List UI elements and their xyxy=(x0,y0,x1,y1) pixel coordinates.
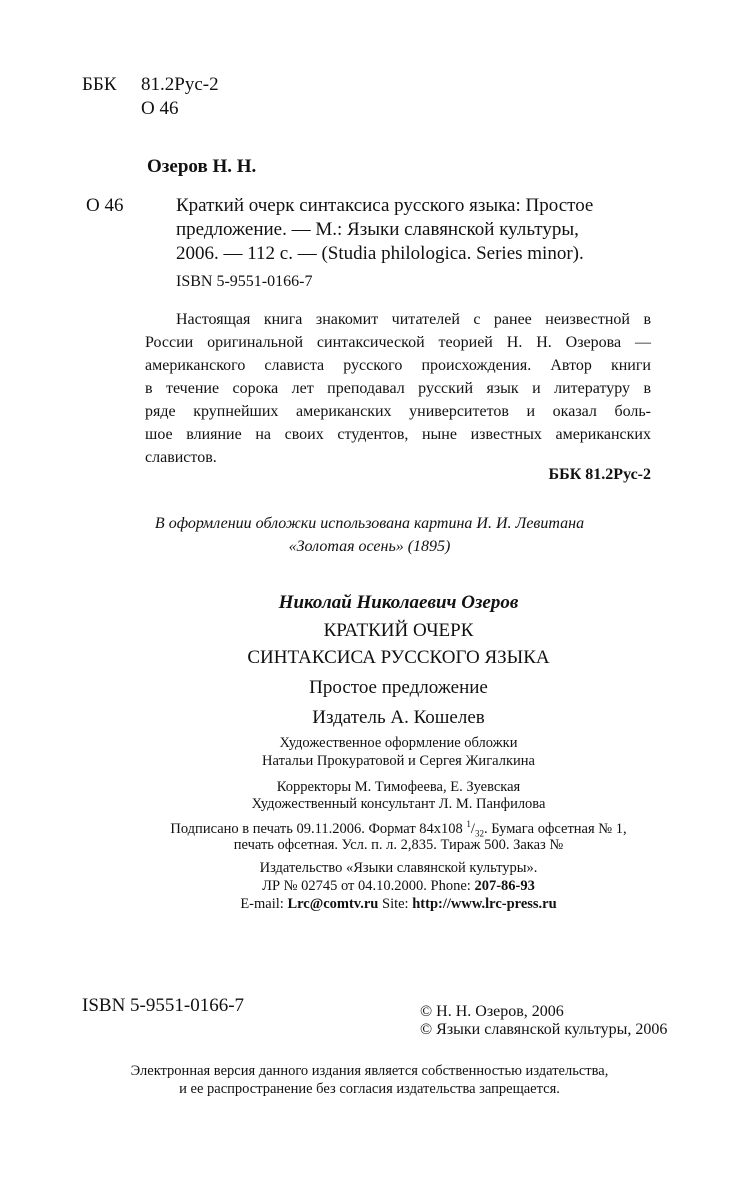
notice-line-1: Электронная версия данного издания является собственностью издательства, xyxy=(130,1063,609,1079)
catalog-line-3: 2006. — 112 с. — (Studia philologica. Series minor). xyxy=(176,243,584,264)
imprint-correctors: Корректоры М. Тимофеева, Е. Зуевская xyxy=(276,779,521,795)
email-label: E-mail: xyxy=(240,896,288,912)
bbk-label: ББК xyxy=(82,74,117,95)
author-heading: Озеров Н. Н. xyxy=(147,156,257,177)
email-link[interactable]: Lrc@comtv.ru xyxy=(287,896,379,912)
imprint-design-2: Натальи Прокуратовой и Сергея Жигалкина xyxy=(262,753,535,769)
imprint-print-2: печать офсетная. Усл. п. л. 2,835. Тираж 500. Заказ № xyxy=(233,837,564,853)
annotation-line: американского слависта русского происхождения. Автор книги xyxy=(145,357,651,374)
imprint-design-1: Художественное оформление обложки xyxy=(279,735,518,751)
copyright-author: © Н. Н. Озеров, 2006 xyxy=(420,1003,564,1020)
catalog-line-2: предложение. — М.: Языки славянской культуры, xyxy=(176,219,579,240)
format-fraction-numerator: 1 xyxy=(466,819,471,829)
footer-isbn: ISBN 5-9551-0166-7 xyxy=(82,995,245,1016)
imprint-author: Николай Николаевич Озеров xyxy=(278,592,519,613)
site-label: Site: xyxy=(378,896,413,912)
imprint-title-2: СИНТАКСИСА РУССКОГО ЯЗЫКА xyxy=(247,647,550,668)
annotation-line: славистов. xyxy=(145,449,217,466)
catalog-line-1: Краткий очерк синтаксиса русского языка: Простое xyxy=(176,195,594,216)
bbk-code: 81.2Рус-2 xyxy=(141,74,219,95)
imprint-contacts xyxy=(0,896,739,913)
annotation-line: России оригинальной синтаксической теорией Н. Н. Озерова — xyxy=(145,334,651,351)
copyright-publisher: © Языки славянской культуры, 2006 xyxy=(420,1021,668,1038)
annotation-line: в течение сорока лет преподавал русский язык и литературу в xyxy=(145,380,651,397)
annotation-line: Настоящая книга знакомит читателей с ранее неизвестной в xyxy=(176,311,651,328)
cover-note-line-2: «Золотая осень» (1895) xyxy=(288,538,451,555)
annotation-line: ряде крупнейших американских университетов и оказал боль- xyxy=(145,403,651,420)
annotation-line: шое влияние на своих студентов, ныне известных американских xyxy=(145,426,651,443)
cover-note-line-1: В оформлении обложки использована картина И. И. Левитана xyxy=(154,515,585,532)
imprint-subtitle: Простое предложение xyxy=(309,677,488,698)
license-text: ЛР № 02745 от 04.10.2000. Phone: xyxy=(262,878,475,894)
site-link[interactable]: http://www.lrc-press.ru xyxy=(412,896,557,912)
print-format-text: Подписано в печать 09.11.2006. Формат 84х108 xyxy=(170,820,467,837)
format-fraction-denominator: 32 xyxy=(474,828,484,839)
annotation-bbk: ББК 81.2Рус-2 xyxy=(548,466,651,483)
imprint-publisher: Издатель А. Кошелев xyxy=(312,707,485,728)
imprint-print-1: Подписано в печать 09.11.2006. Формат 84х108 $^1/_{32}$. Бумага офсетная № 1, xyxy=(170,819,627,839)
catalog-isbn: ISBN 5-9551-0166-7 xyxy=(176,273,313,290)
catalog-mark: О 46 xyxy=(86,195,124,216)
print-paper-text: . Бумага офсетная № 1, xyxy=(483,820,627,837)
notice-line-2: и ее распространение без согласия издательства запрещается. xyxy=(179,1081,560,1097)
author-mark: О 46 xyxy=(141,98,179,119)
imprint-consultant: Художественный консультант Л. М. Панфилова xyxy=(251,796,546,812)
imprint-house: Издательство «Языки славянской культуры». xyxy=(259,860,538,876)
phone-number: 207-86-93 xyxy=(474,878,535,894)
imprint-license xyxy=(0,878,739,895)
imprint-title-1: КРАТКИЙ ОЧЕРК xyxy=(323,620,474,641)
